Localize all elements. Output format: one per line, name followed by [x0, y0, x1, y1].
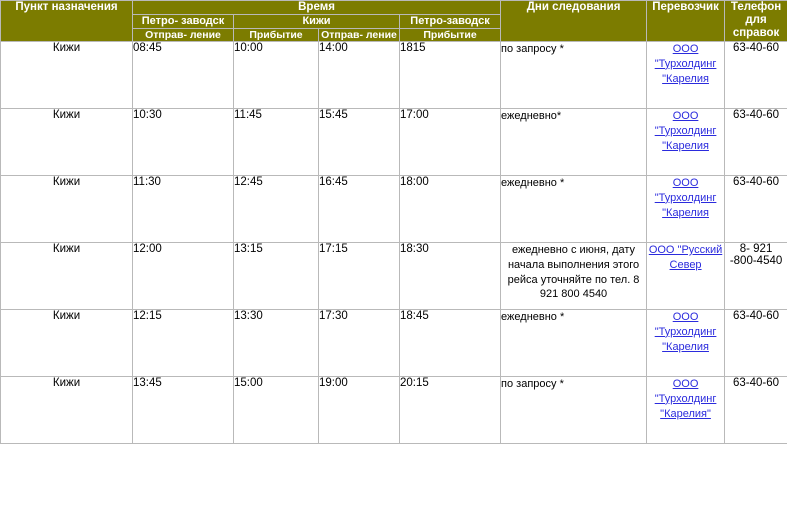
cell-departure-2: 19:00	[319, 376, 400, 443]
cell-arrival-2: 18:30	[400, 242, 501, 309]
carrier-link[interactable]: ООО "Турхолдинг "Карелия	[654, 109, 717, 152]
cell-destination: Кижи	[1, 108, 133, 175]
cell-carrier[interactable]	[647, 108, 725, 175]
cell-carrier[interactable]	[647, 175, 725, 242]
cell-arrival-2: 18:00	[400, 175, 501, 242]
header-departure-2: Отправ- ление	[319, 28, 400, 41]
cell-days: ежедневно *	[501, 175, 647, 242]
table-row	[1, 175, 787, 242]
header-kizhi-group: Кижи	[234, 15, 400, 29]
cell-departure-1: 12:15	[133, 309, 234, 376]
cell-destination: Кижи	[1, 175, 133, 242]
cell-arrival-2: 18:45	[400, 309, 501, 376]
table-row	[1, 242, 787, 309]
cell-phone: 63-40-60	[725, 41, 787, 108]
cell-destination: Кижи	[1, 41, 133, 108]
cell-days: по запросу *	[501, 376, 647, 443]
cell-carrier[interactable]	[647, 309, 725, 376]
cell-phone: 63-40-60	[725, 175, 787, 242]
cell-arrival-1: 10:00	[234, 41, 319, 108]
cell-departure-1: 12:00	[133, 242, 234, 309]
cell-carrier[interactable]	[647, 376, 725, 443]
cell-phone: 63-40-60	[725, 309, 787, 376]
cell-departure-1: 11:30	[133, 175, 234, 242]
header-phone: Телефон для справок	[725, 1, 787, 42]
cell-departure-1: 13:45	[133, 376, 234, 443]
cell-destination: Кижи	[1, 376, 133, 443]
cell-departure-2: 17:30	[319, 309, 400, 376]
cell-departure-1: 08:45	[133, 41, 234, 108]
cell-days: ежедневно с июня, дату начала выполнения этого рейса уточняйте по тел. 8 921 800 4540	[501, 242, 647, 309]
carrier-link[interactable]: ООО "Турхолдинг "Карелия	[654, 176, 717, 219]
table-row	[1, 41, 787, 108]
header-petrozavodsk-departure-group: Петро- заводск	[133, 15, 234, 29]
cell-departure-2: 15:45	[319, 108, 400, 175]
cell-phone: 63-40-60	[725, 376, 787, 443]
cell-days: по запросу *	[501, 41, 647, 108]
cell-days: ежедневно *	[501, 309, 647, 376]
cell-days: ежедневно*	[501, 108, 647, 175]
cell-departure-1: 10:30	[133, 108, 234, 175]
carrier-link[interactable]: ООО "Русский Север	[648, 243, 723, 271]
cell-arrival-1: 12:45	[234, 175, 319, 242]
cell-arrival-2: 1815	[400, 41, 501, 108]
cell-arrival-1: 13:15	[234, 242, 319, 309]
header-time-group: Время	[133, 1, 501, 15]
cell-arrival-1: 13:30	[234, 309, 319, 376]
table-row	[1, 309, 787, 376]
header-petrozavodsk-arrival-group: Петро-заводск	[400, 15, 501, 29]
cell-arrival-2: 17:00	[400, 108, 501, 175]
cell-carrier[interactable]	[647, 41, 725, 108]
cell-phone: 8- 921 -800-4540	[725, 242, 787, 309]
table-row	[1, 108, 787, 175]
header-days: Дни следования	[501, 1, 647, 42]
carrier-link[interactable]: ООО "Турхолдинг "Карелия"	[654, 377, 717, 420]
cell-arrival-1: 15:00	[234, 376, 319, 443]
header-arrival-1: Прибытие	[234, 28, 319, 41]
header-arrival-2: Прибытие	[400, 28, 501, 41]
cell-departure-2: 16:45	[319, 175, 400, 242]
carrier-link[interactable]: ООО "Турхолдинг "Карелия	[654, 42, 717, 85]
cell-destination: Кижи	[1, 309, 133, 376]
cell-phone: 63-40-60	[725, 108, 787, 175]
cell-departure-2: 17:15	[319, 242, 400, 309]
table-row	[1, 376, 787, 443]
header-carrier: Перевозчик	[647, 1, 725, 42]
header-destination: Пункт назначения	[1, 1, 133, 42]
carrier-link[interactable]: ООО "Турхолдинг "Карелия	[654, 310, 717, 353]
cell-arrival-2: 20:15	[400, 376, 501, 443]
cell-carrier[interactable]	[647, 242, 725, 309]
cell-destination: Кижи	[1, 242, 133, 309]
cell-arrival-1: 11:45	[234, 108, 319, 175]
cell-departure-2: 14:00	[319, 41, 400, 108]
header-departure-1: Отправ- ление	[133, 28, 234, 41]
header-row-top	[1, 1, 787, 15]
